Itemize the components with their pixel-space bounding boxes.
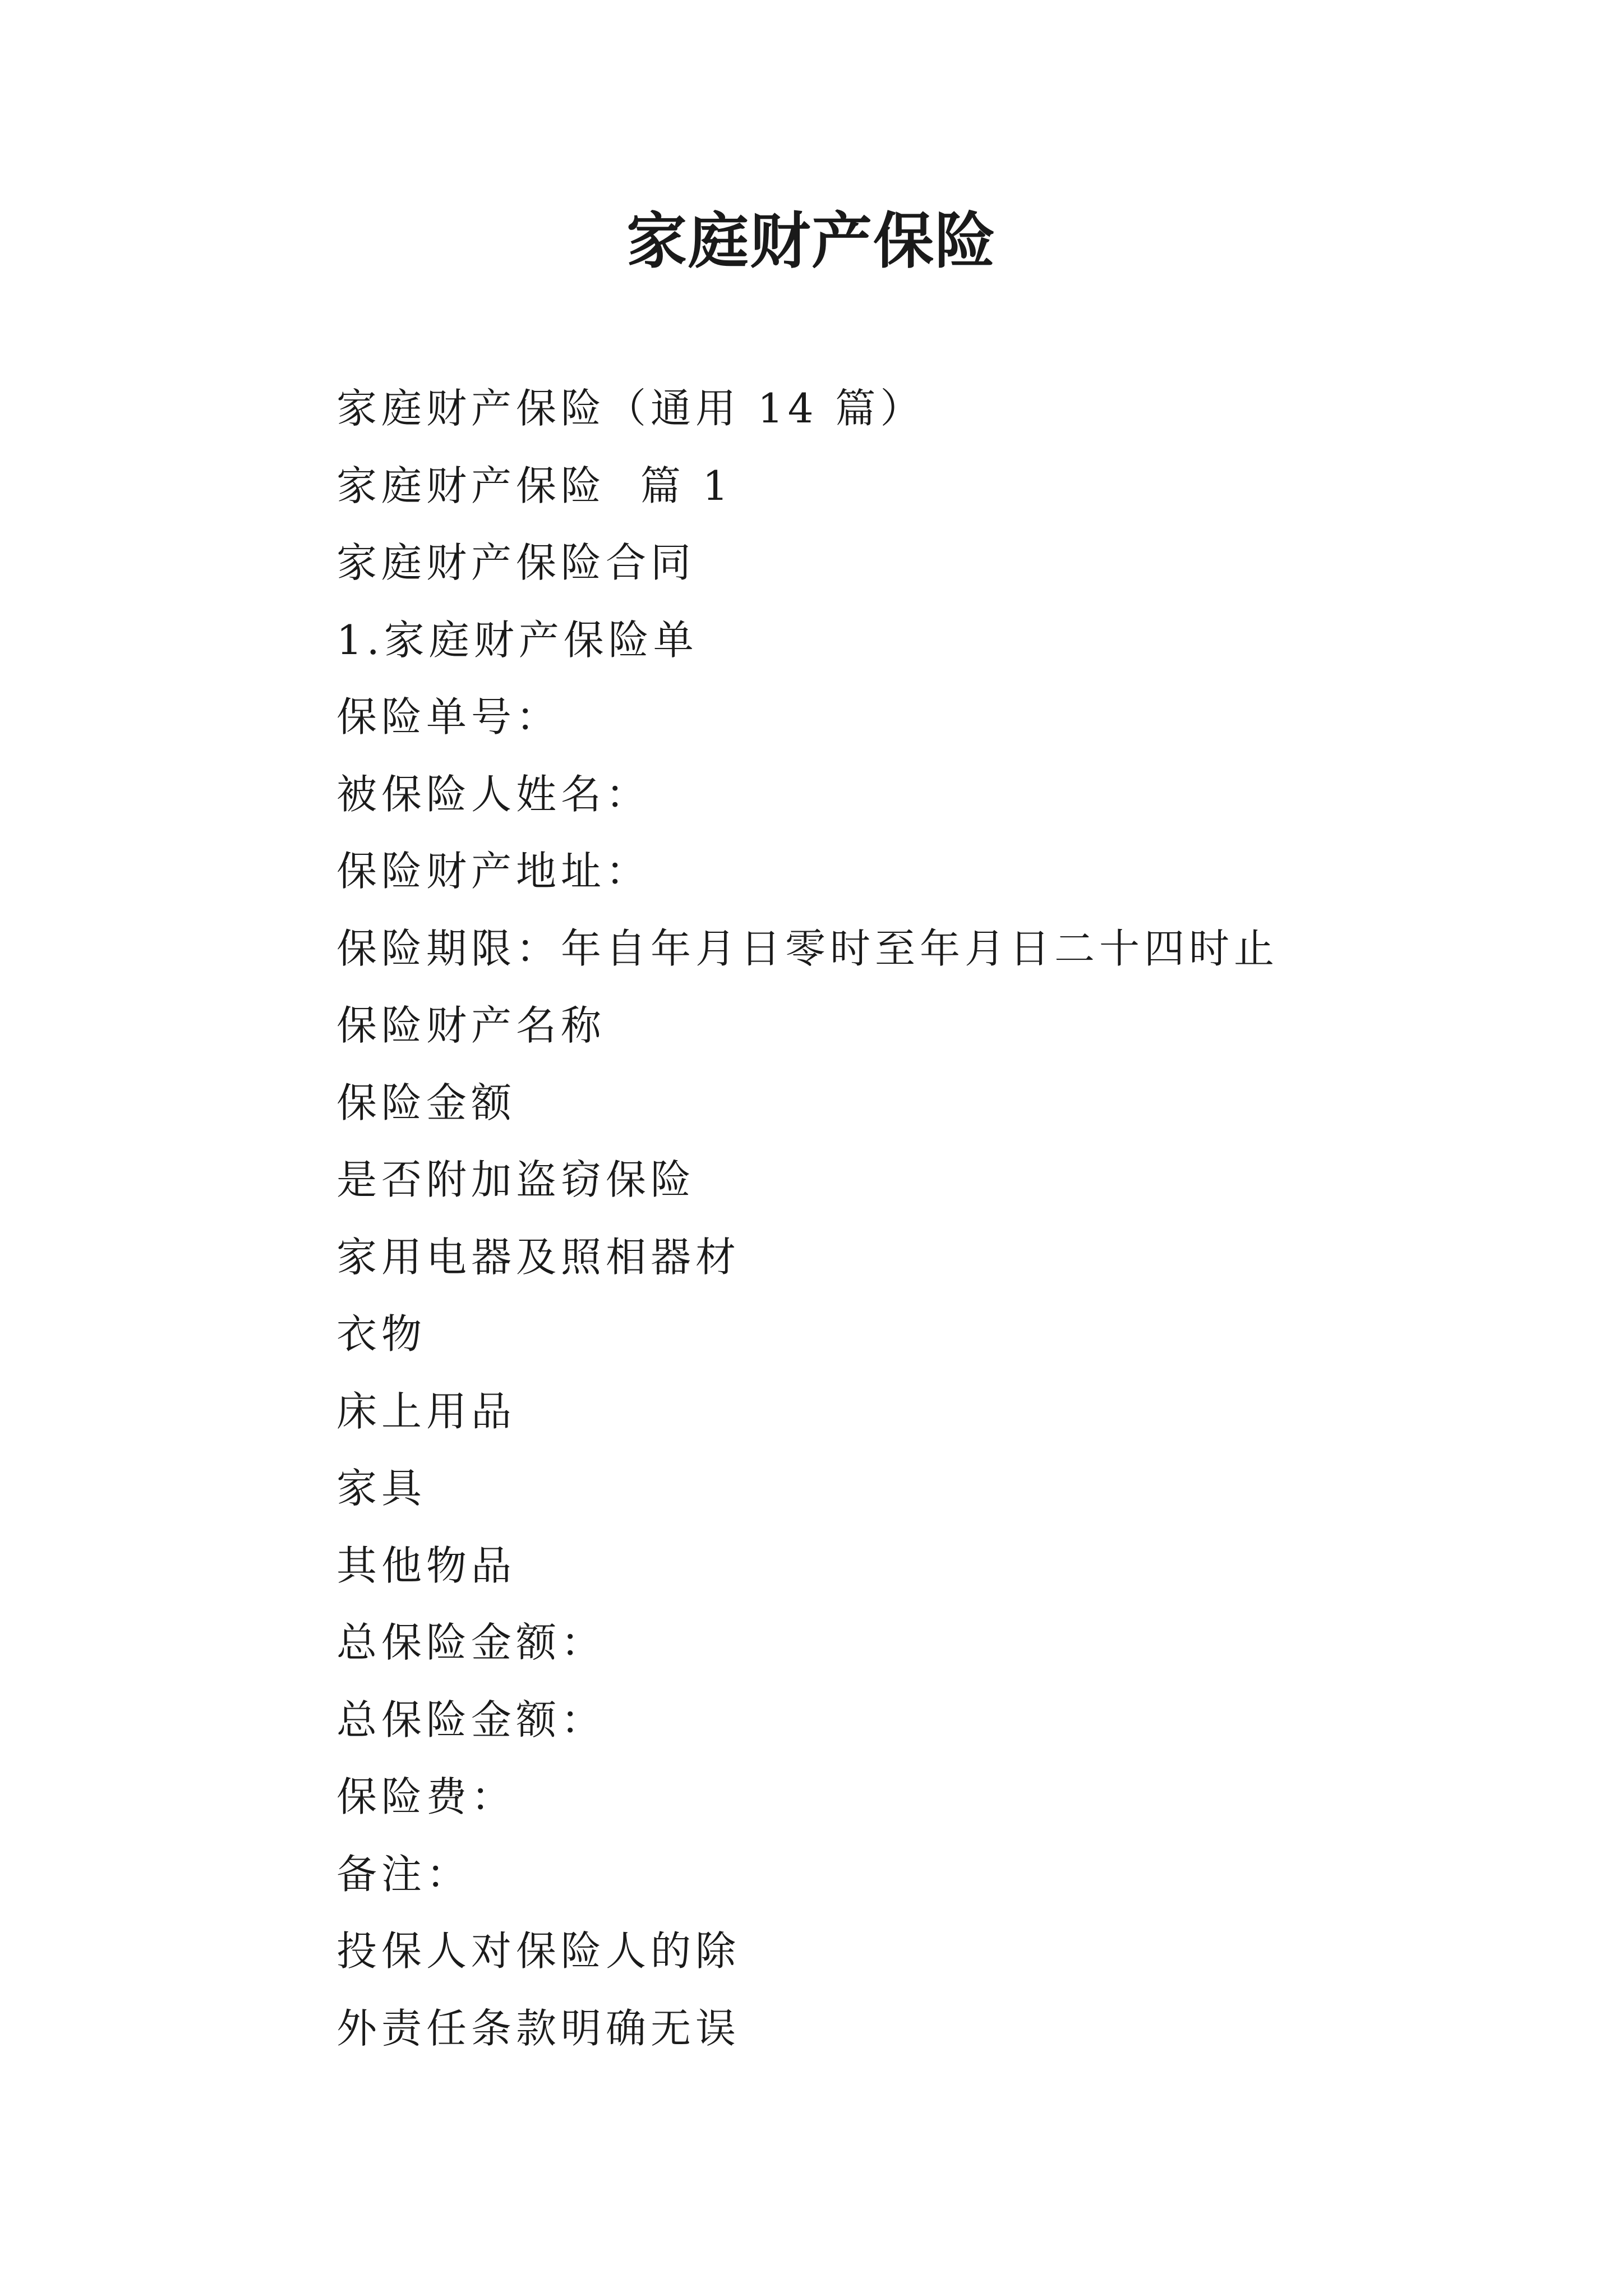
body-line: 家用电器及照相器材 [336, 1233, 741, 1281]
body-line: 总保险金额： [336, 1619, 606, 1666]
body-line: 保险财产地址： [336, 848, 651, 895]
body-line: 家庭财产保险（通用 14 篇） [336, 385, 925, 432]
body-line: 1.家庭财产保险单 [336, 616, 698, 664]
body-line: 保险财产名称 [336, 1002, 606, 1049]
document-title: 家庭财产保险 [626, 206, 997, 277]
body-line: 衣物 [336, 1310, 427, 1358]
body-line: 家庭财产保险 篇 1 [336, 462, 733, 509]
body-line: 被保险人姓名： [336, 770, 651, 818]
body-line: 保险费： [336, 1773, 517, 1820]
body-line: 外责任条款明确无误 [336, 2004, 741, 2052]
body-line: 总保险金额： [336, 1696, 606, 1743]
document-body [336, 370, 1279, 2067]
body-line: 床上用品 [336, 1387, 517, 1435]
body-line: 投保人对保险人的除 [336, 1927, 741, 1975]
body-line: 保险单号： [336, 693, 561, 740]
body-line: 是否附加盗窃保险 [336, 1156, 696, 1203]
body-line: 保险期限：年自年月日零时至年月日二十四时止 [336, 924, 1279, 972]
body-line: 家庭财产保险合同 [336, 539, 696, 586]
body-line: 家具 [336, 1465, 427, 1512]
body-line: 其他物品 [336, 1542, 517, 1589]
body-line: 保险金额 [336, 1079, 517, 1126]
body-line: 备注： [336, 1850, 472, 1898]
